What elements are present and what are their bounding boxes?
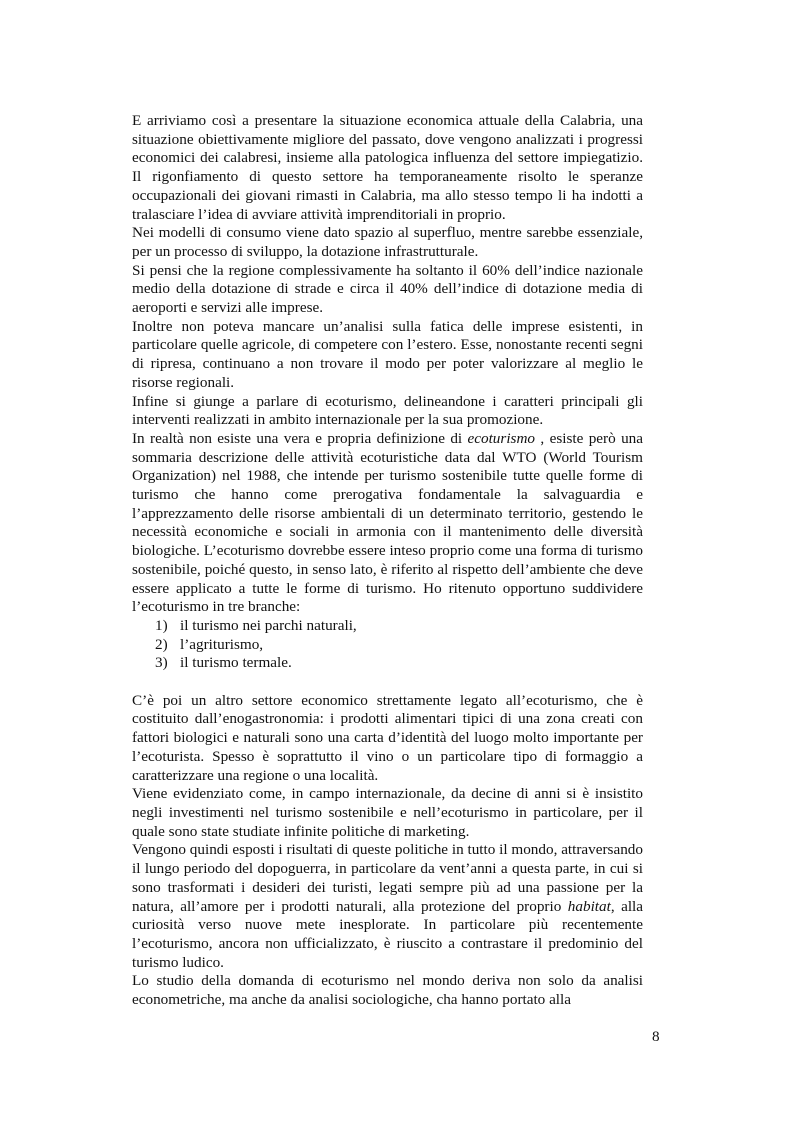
paragraph-international: Viene evidenziato come, in campo internazionale, da decine di anni si è insistito negli investimenti nel turismo sostenibile e nell’ecoturismo in particolare, per il quale sono state studiate infinite politiche di marketing. [132,785,643,840]
policies-text-after: , alla curiosità verso nuove mete inesplorate. In particolare più recentemente l’ecoturismo, ancora non ufficializzato, è riuscito a contrastare il predominio del turismo ludico. [132,897,644,971]
paragraph-enterprises: Inoltre non poteva mancare un’analisi sulla fatica delle imprese esistenti, in particolare quelle agricole, di competere con l’estero. Esse, nonostante recenti segni di ripresa, continuano a non trovare il modo per poter valorizzare al meglio le risorse regionali. [132,317,643,391]
paragraph-consumption: Nei modelli di consumo viene dato spazio al superfluo, mentre sarebbe essenziale, per un processo di sviluppo, la dotazione infrastrutturale. [132,224,643,260]
list-item [155,635,643,655]
policies-text-before: Vengono quindi esposti i risultati di queste politiche in tutto il mondo, attraversando il lungo periodo del dopoguerra, in particolare da vent’anni a questa parte, in cui si sono trasformati i desideri dei turisti, legati sempre più ad una passione per la natura, all’amore per i prodotti naturali, alla protezione del proprio [132,841,643,915]
list-item-number: 2) [155,635,168,653]
list-item-number: 3) [155,654,168,672]
ecotourism-branches-list [132,617,643,673]
body-text [132,112,643,1010]
paragraph-enogastronomy: C’è poi un altro settore economico strettamente legato all’ecoturismo, che è costituito dall’enogastronomia: i prodotti alimentari tipici di una zona creati con fattori biologici e naturali sono una carta d’identità del luogo molto importante per l’ecoturista. Spesso è soprattutto il vino o un particolare tipo di formaggio a caratterizzare una regione o una località. [132,691,643,784]
paragraph-economy: E arriviamo così a presentare la situazione economica attuale della Calabria, una situazione obiettivamente migliore del passato, dove vengono analizzati i progressi economici dei calabresi, insieme alla patologica influenza del settore impiegatizio. Il rigonfiamento di questo settore ha temporaneamente risolto le speranze occupazionali dei giovani rimasti in Calabria, ma allo stesso tempo li ha indotti a tralasciare l’idea di avviare attività imprenditoriali in proprio. [132,112,643,223]
habitat-term: habitat [567,897,611,915]
paragraph-ecotourism-definition [132,430,643,617]
paragraph-demand: Lo studio della domanda di ecoturismo nel mondo deriva non solo da analisi econometriche, ma anche da analisi sociologiche, cha hanno portato alla [132,972,643,1009]
list-item-text: il turismo termale. [180,654,292,672]
page-number: 8 [652,1028,660,1045]
paragraph-policies [132,841,643,972]
paragraph-infrastructure: Si pensi che la regione complessivamente ha soltanto il 60% dell’indice nazionale medio della dotazione di strade e circa il 40% dell’indice di dotazione media di aeroporti e servizi alle imprese. [132,261,643,317]
definition-text-before: In realtà non esiste una vera e propria definizione di [132,429,468,447]
list-item [155,616,643,636]
list-item-text: il turismo nei parchi naturali, [180,616,357,634]
definition-text-after: , esiste però una sommaria descrizione delle attività ecoturistiche data dal WTO (World Tourism Organization) nel 1988, che intende per turismo sostenibile tutte quelle forme di turismo che hanno come prerogativa fondamentale la salvaguardia e l’apprezzamento delle risorse ambientali di un determinato territorio, gestendo le necessità economiche e sociali in armonia con il mantenimento delle diversità biologiche. L’ecoturismo dovrebbe essere inteso proprio come una forma di turismo sostenibile, poiché questo, in senso lato, è riferito al rispetto dell’ambiente che deve essere applicato a tutte le forme di turismo. Ho ritenuto opportuno suddividere l’ecoturismo in tre branche: [132,429,643,616]
paragraph-ecotourism-intro: Infine si giunge a parlare di ecoturismo, delineandone i caratteri principali gli interventi realizzati in ambito internazionale per la sua promozione. [132,392,643,429]
list-item-text: l’agriturismo, [180,635,264,653]
list-item [155,654,643,673]
definition-term: ecoturismo [467,429,536,447]
paragraph-gap [132,673,643,692]
list-item-number: 1) [155,616,168,634]
